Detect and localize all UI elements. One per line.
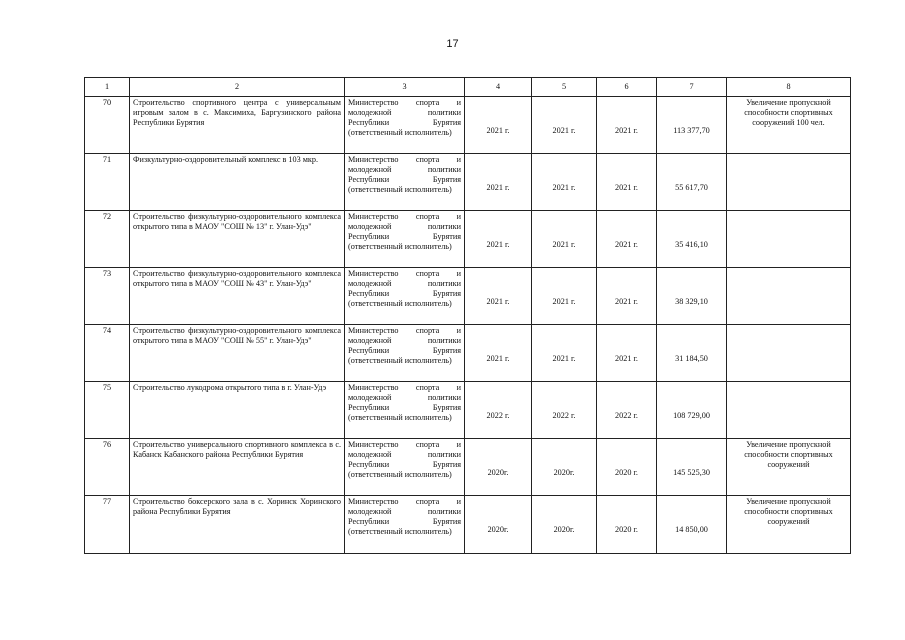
date-col5: 2021 г. (532, 154, 597, 211)
amount: 55 617,70 (657, 154, 727, 211)
date-col4: 2020г. (465, 496, 532, 554)
executor: Министерство спорта и молодежной политики Республики Бурятия (ответственный исполнитель) (345, 97, 465, 154)
header-cell: 2 (130, 78, 345, 97)
table-row (85, 268, 851, 325)
expected-result (727, 154, 851, 211)
measure-name: Строительство лукодрома открытого типа в г. Улан-Удэ (130, 382, 345, 439)
date-col5: 2020г. (532, 439, 597, 496)
measure-name: Строительство физкультурно-оздоровительного комплекса открытого типа в МАОУ "СОШ № 55" г. Улан-Удэ" (130, 325, 345, 382)
date-col4: 2021 г. (465, 154, 532, 211)
table-row (85, 97, 851, 154)
date-col4: 2021 г. (465, 268, 532, 325)
header-cell: 6 (597, 78, 657, 97)
row-number: 74 (85, 325, 130, 382)
measure-name: Строительство физкультурно-оздоровительного комплекса открытого типа в МАОУ "СОШ № 13" г. Улан-Удэ" (130, 211, 345, 268)
page-number: 17 (446, 38, 459, 50)
measure-name: Строительство физкультурно-оздоровительного комплекса открытого типа в МАОУ "СОШ № 43" г. Улан-Удэ" (130, 268, 345, 325)
header-cell: 5 (532, 78, 597, 97)
expected-result: Увеличение пропускной способности спортивных сооружений 100 чел. (727, 97, 851, 154)
date-col4: 2021 г. (465, 325, 532, 382)
expected-result (727, 211, 851, 268)
row-number: 77 (85, 496, 130, 554)
executor: Министерство спорта и молодежной политики Республики Бурятия (ответственный исполнитель) (345, 154, 465, 211)
measure-name: Строительство универсального спортивного комплекса в с. Кабанск Кабанского района Республики Бурятия (130, 439, 345, 496)
date-col5: 2022 г. (532, 382, 597, 439)
amount: 113 377,70 (657, 97, 727, 154)
date-col6: 2021 г. (597, 325, 657, 382)
date-col5: 2020г. (532, 496, 597, 554)
date-col5: 2021 г. (532, 97, 597, 154)
header-cell: 8 (727, 78, 851, 97)
date-col6: 2021 г. (597, 154, 657, 211)
executor: Министерство спорта и молодежной политики Республики Бурятия (ответственный исполнитель) (345, 439, 465, 496)
expected-result: Увеличение пропускной способности спортивных сооружений (727, 496, 851, 554)
expected-result (727, 382, 851, 439)
amount: 31 184,50 (657, 325, 727, 382)
executor: Министерство спорта и молодежной политики Республики Бурятия (ответственный исполнитель) (345, 496, 465, 554)
row-number: 75 (85, 382, 130, 439)
expected-result (727, 325, 851, 382)
measure-name: Строительство спортивного центра с универсальным игровым залом в с. Максимиха, Баргузинского района Республики Бурятия (130, 97, 345, 154)
row-number: 72 (85, 211, 130, 268)
date-col5: 2021 г. (532, 325, 597, 382)
header-cell: 7 (657, 78, 727, 97)
row-number: 73 (85, 268, 130, 325)
row-number: 76 (85, 439, 130, 496)
header-cell: 4 (465, 78, 532, 97)
date-col5: 2021 г. (532, 211, 597, 268)
date-col4: 2021 г. (465, 211, 532, 268)
date-col4: 2021 г. (465, 97, 532, 154)
executor: Министерство спорта и молодежной политики Республики Бурятия (ответственный исполнитель) (345, 268, 465, 325)
row-number: 70 (85, 97, 130, 154)
date-col5: 2021 г. (532, 268, 597, 325)
date-col6: 2021 г. (597, 97, 657, 154)
measure-name: Физкультурно-оздоровительный комплекс в 103 мкр. (130, 154, 345, 211)
program-table (84, 77, 851, 554)
amount: 145 525,30 (657, 439, 727, 496)
executor: Министерство спорта и молодежной политики Республики Бурятия (ответственный исполнитель) (345, 211, 465, 268)
header-cell: 1 (85, 78, 130, 97)
executor: Министерство спорта и молодежной политики Республики Бурятия (ответственный исполнитель) (345, 382, 465, 439)
date-col4: 2020г. (465, 439, 532, 496)
table-row (85, 382, 851, 439)
date-col6: 2020 г. (597, 439, 657, 496)
date-col6: 2021 г. (597, 268, 657, 325)
amount: 14 850,00 (657, 496, 727, 554)
row-number: 71 (85, 154, 130, 211)
header-cell: 3 (345, 78, 465, 97)
amount: 38 329,10 (657, 268, 727, 325)
table-row (85, 325, 851, 382)
date-col6: 2021 г. (597, 211, 657, 268)
header-row (85, 78, 851, 97)
table-row (85, 154, 851, 211)
amount: 35 416,10 (657, 211, 727, 268)
amount: 108 729,00 (657, 382, 727, 439)
expected-result (727, 268, 851, 325)
date-col4: 2022 г. (465, 382, 532, 439)
measure-name: Строительство боксерского зала в с. Хоринск Хоринского района Республики Бурятия (130, 496, 345, 554)
date-col6: 2020 г. (597, 496, 657, 554)
table-row (85, 211, 851, 268)
table-row (85, 439, 851, 496)
table-row (85, 496, 851, 554)
executor: Министерство спорта и молодежной политики Республики Бурятия (ответственный исполнитель) (345, 325, 465, 382)
expected-result: Увеличение пропускной способности спортивных сооружений (727, 439, 851, 496)
date-col6: 2022 г. (597, 382, 657, 439)
